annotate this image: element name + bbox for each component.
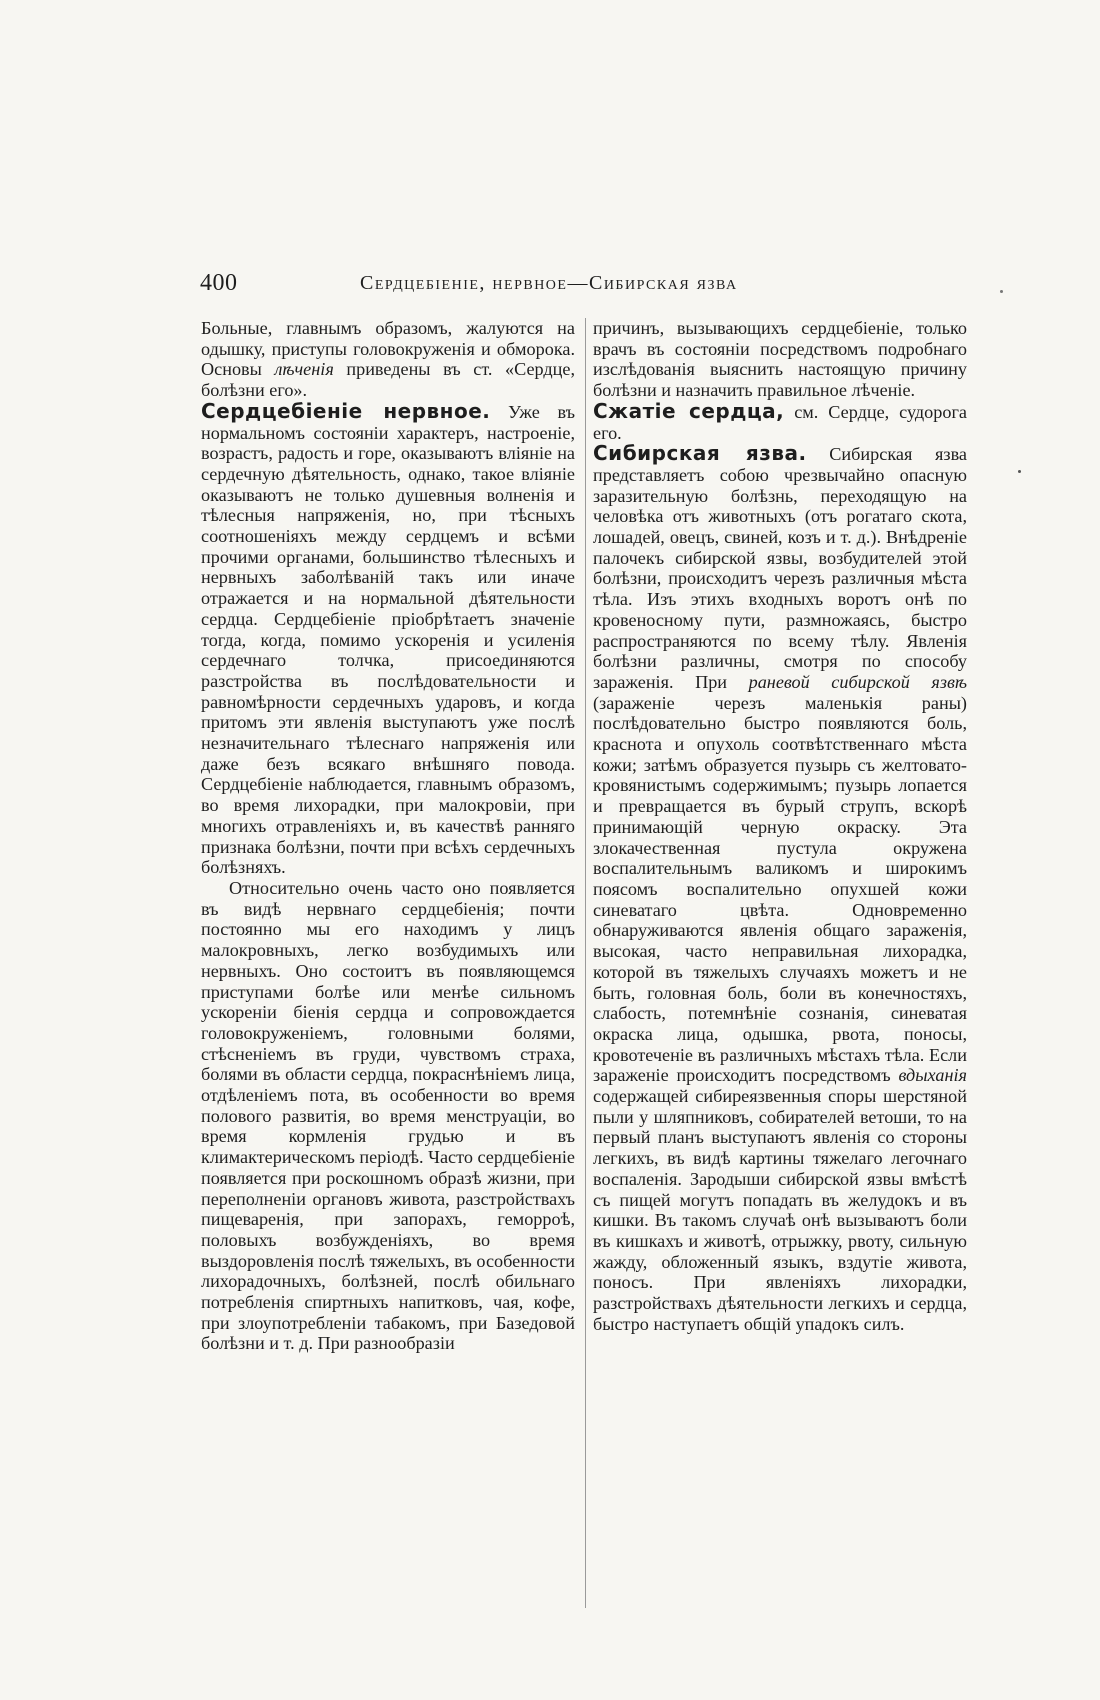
entry-text: (зараженіе черезъ маленькія раны) послѣдовательно быстро появляются боль, краснота и опухоль соотвѣтственнаго мѣста кожи; затѣмъ образуется пузырь съ желтовато-кровянистымъ содержимымъ; пузырь лопается и превращается въ бурый струпъ, вскорѣ принимающій черную окраску. Эта злокачественная пустула окружена воспалительнымъ валикомъ и широкимъ поясомъ воспалительно опухшей кожи синеватаго цвѣта. Одновременно обнаруживаются явленія общаго зараженія, высокая, часто неправильная лихорадка, которой въ тяжелыхъ случаяхъ можетъ и не быть, головная боль, боли въ конечностяхъ, слабость, потемнѣніе сознанія, синеватая окраска лица, одышка, рвота, поносы, кровотеченіе въ различныхъ мѣстахъ тѣла. Если зараженіе происходитъ посредствомъ [593,692,967,1086]
paragraph [201,878,575,1354]
print-speck [1018,470,1021,473]
column-divider [585,318,586,1608]
paragraph-text: Больные, главнымъ образомъ, жалуются на одышку, приступы головокруженія и обморока. Основы [201,318,575,380]
italic-term: раневой сибирской язвѣ [748,671,968,692]
running-title: Сердцебіеніе, нервное—Сибирская язва [360,272,738,294]
print-speck [1000,290,1003,293]
right-column [593,318,967,1334]
entry-heading: Сердцебіеніе нервное. [201,398,491,423]
italic-term: лѣченія [274,359,334,380]
paragraph-text: причинъ, вызывающихъ сердцебіеніе, только врачъ въ состояніи посредствомъ подробнаго изслѣдованія выяснить настоящую причину болѣзни и назначить правильное лѣченіе. [593,318,967,401]
entry-text: см. Сердце, судорога его. [593,401,967,443]
italic-term: вдыханія [898,1065,968,1086]
left-column [201,318,575,1354]
entry-heading: Сжатіе сердца, [593,398,785,423]
entry-szhatie-serdtsa [593,398,967,443]
entry-heading: Сибирская язва. [593,441,807,466]
entry-text: Сибирская язва представляетъ собою чрезвычайно опасную заразительную болѣзнь, переходящую на человѣка отъ животныхъ (отъ рогатаго скота, лошадей, овецъ, свиней, козъ и т. д.). Внѣдреніе палочекъ сибирской язвы, возбудителей этой болѣзни, происходитъ черезъ различныя мѣста тѣла. Изъ этихъ входныхъ воротъ онѣ по кровеносному пути, размножаясь, быстро распространяются по всему тѣлу. Явленія болѣзни различны, смотря по способу зараженія. При [593,444,967,692]
page-number: 400 [200,270,238,296]
paragraph-text: приведены въ ст. «Сердце, болѣзни его». [201,359,576,401]
entry-text: содержащей сибиреязвенныя споры шерстяной пыли у шляпниковъ, собирателей ветоши, то на первый планъ выступаютъ явленія со стороны легкихъ, въ видѣ картины тяжелаго легочнаго воспаленія. Зародыши сибирской язвы вмѣстѣ съ пищей могутъ попадать въ желудокъ и въ кишки. Въ такомъ случаѣ онѣ вызываютъ боли въ кишкахъ и животѣ, отрыжку, рвоту, сильную жажду, обложенный языкъ, вздутіе живота, поносъ. При явленіяхъ лихорадки, разстройствахъ дѣятельности легкихъ и сердца, быстро наступаетъ общій упадокъ силъ. [593,1086,967,1334]
entry-sердцебиение-нервное [201,398,575,878]
entry-sibirskaya-yazva [593,443,967,1334]
page-header [200,270,990,300]
paragraph [593,318,967,401]
paragraph-text: Относительно очень часто оно появляется въ видѣ нервнаго сердцебіенія; почти постоянно мы его находимъ у лицъ малокровныхъ, легко возбудимыхъ или нервныхъ. Оно состоитъ въ появляющемся приступами болѣе или менѣе сильномъ ускореніи біенія сердца и сопровождается головокруженіемъ, головными болями, стѣсненіемъ въ груди, чувствомъ страха, болями въ области сердца, покраснѣніемъ лица, отдѣленіемъ пота, въ особенности во время полового развитія, во время менструаціи, во время кормленія грудью и въ климактерическомъ періодѣ. Часто сердцебіеніе появляется при роскошномъ образѣ жизни, при переполненіи органовъ живота, разстройствахъ пищеваренія, при запорахъ, геморроѣ, половыхъ возбужденіяхъ, во время выздоровленія послѣ тяжелыхъ, въ особенности лихорадочныхъ, болѣзней, послѣ обильнаго потребленія спиртныхъ напитковъ, чая, кофе, при злоупотребленіи табакомъ, при Базедовой болѣзни и т. д. При разнообразіи [201,877,575,1354]
paragraph [201,318,575,401]
entry-text: Уже въ нормальномъ состояніи характеръ, настроеніе, возрастъ, радость и горе, оказываютъ вліяніе на сердечную дѣятельность, однако, такое вліяніе оказываютъ не только душевныя волненія и тѣлесныя напряженія, но, при тѣсныхъ соотношеніяхъ между сердцемъ и всѣми прочими органами, большинство тѣлесныхъ и нервныхъ заболѣваній такъ или иначе отражается и на нормальной дѣятельности сердца. Сердцебіеніе пріобрѣтаетъ значеніе тогда, когда, помимо ускоренія и усиленія сердечнаго толчка, присоединяются разстройства въ послѣдовательности и равномѣрности сердечныхъ ударовъ, и когда притомъ эти явленія выступаютъ уже послѣ незначительнаго тѣлеснаго напряженія или даже безъ всякаго внѣшняго повода. Сердцебіеніе наблюдается, главнымъ образомъ, во время лихорадки, при малокровіи, при многихъ отравленіяхъ и, въ качествѣ ранняго признака болѣзни, почти при всѣхъ сердечныхъ болѣзняхъ. [201,401,575,878]
